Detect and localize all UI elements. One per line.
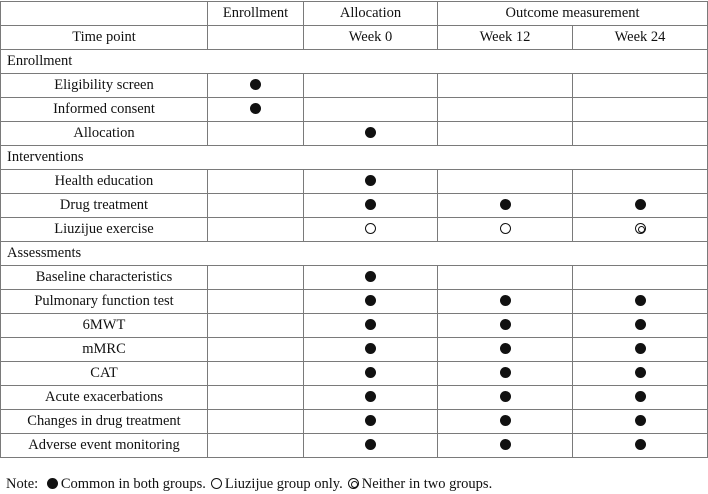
- schedule-cell: [208, 314, 304, 338]
- schedule-cell: [573, 266, 708, 290]
- schedule-cell: [208, 194, 304, 218]
- row-label: Health education: [1, 170, 208, 194]
- schedule-cell: [438, 290, 573, 314]
- schedule-cell: [208, 338, 304, 362]
- schedule-table: [0, 1, 708, 458]
- schedule-cell: [438, 434, 573, 458]
- schedule-cell: [304, 290, 438, 314]
- header-row-timepoints: [1, 26, 708, 50]
- filled-circle-icon: [635, 343, 646, 354]
- row-label: Eligibility screen: [1, 74, 208, 98]
- filled-circle-icon: [635, 391, 646, 402]
- row-label: Acute exacerbations: [1, 386, 208, 410]
- schedule-cell: [573, 194, 708, 218]
- section-header-row: [1, 146, 708, 170]
- filled-circle-icon: [365, 127, 376, 138]
- double-circle-icon: [635, 223, 646, 234]
- filled-circle-icon: [500, 415, 511, 426]
- note-prefix: Note:: [6, 476, 39, 492]
- schedule-cell: [573, 122, 708, 146]
- table-row: [1, 194, 708, 218]
- schedule-cell: [438, 410, 573, 434]
- schedule-cell: [438, 74, 573, 98]
- legend-text: Neither in two groups.: [361, 476, 493, 492]
- filled-circle-icon: [500, 367, 511, 378]
- table-row: [1, 98, 708, 122]
- schedule-cell: [208, 266, 304, 290]
- double-circle-icon: [348, 478, 359, 489]
- filled-circle-icon: [365, 319, 376, 330]
- schedule-cell: [573, 362, 708, 386]
- filled-circle-icon: [365, 439, 376, 450]
- filled-circle-icon: [365, 415, 376, 426]
- table-row: [1, 290, 708, 314]
- row-label: 6MWT: [1, 314, 208, 338]
- schedule-cell: [208, 98, 304, 122]
- schedule-cell: [573, 410, 708, 434]
- header-row-phases: [1, 2, 708, 26]
- schedule-cell: [438, 218, 573, 242]
- filled-circle-icon: [635, 199, 646, 210]
- schedule-cell: [438, 314, 573, 338]
- schedule-cell: [573, 338, 708, 362]
- header-week-0: Week 0: [304, 26, 438, 50]
- schedule-cell: [438, 170, 573, 194]
- header-outcome-measurement: Outcome measurement: [438, 2, 708, 26]
- open-circle-icon: [211, 478, 222, 489]
- row-label: mMRC: [1, 338, 208, 362]
- schedule-cell: [573, 74, 708, 98]
- row-label: Drug treatment: [1, 194, 208, 218]
- header-allocation: Allocation: [304, 2, 438, 26]
- filled-circle-icon: [635, 367, 646, 378]
- schedule-cell: [438, 386, 573, 410]
- table-row: [1, 362, 708, 386]
- filled-circle-icon: [635, 415, 646, 426]
- schedule-cell: [304, 98, 438, 122]
- legend-text: Liuzijue group only.: [224, 476, 343, 492]
- schedule-cell: [304, 218, 438, 242]
- legend-note: [6, 476, 492, 493]
- row-label: Changes in drug treatment: [1, 410, 208, 434]
- filled-circle-icon: [500, 319, 511, 330]
- row-label: Baseline characteristics: [1, 266, 208, 290]
- row-label: Pulmonary function test: [1, 290, 208, 314]
- table-row: [1, 122, 708, 146]
- section-title: Assessments: [1, 242, 708, 266]
- row-label: Informed consent: [1, 98, 208, 122]
- schedule-cell: [573, 386, 708, 410]
- table-row: [1, 218, 708, 242]
- schedule-cell: [208, 386, 304, 410]
- schedule-cell: [304, 314, 438, 338]
- schedule-cell: [304, 338, 438, 362]
- filled-circle-icon: [250, 79, 261, 90]
- table-row: [1, 386, 708, 410]
- section-header-row: [1, 50, 708, 74]
- table-row: [1, 410, 708, 434]
- row-label: CAT: [1, 362, 208, 386]
- schedule-cell: [573, 98, 708, 122]
- filled-circle-icon: [635, 319, 646, 330]
- schedule-cell: [208, 410, 304, 434]
- filled-circle-icon: [635, 439, 646, 450]
- schedule-cell: [208, 362, 304, 386]
- schedule-cell: [304, 386, 438, 410]
- schedule-cell: [304, 194, 438, 218]
- schedule-cell: [573, 218, 708, 242]
- header-enrollment: Enrollment: [208, 2, 304, 26]
- schedule-cell: [304, 362, 438, 386]
- schedule-cell: [208, 290, 304, 314]
- row-label: Liuzijue exercise: [1, 218, 208, 242]
- table-row: [1, 170, 708, 194]
- header-empty-cell: [1, 2, 208, 26]
- row-label: Allocation: [1, 122, 208, 146]
- schedule-cell: [304, 434, 438, 458]
- schedule-cell: [573, 290, 708, 314]
- schedule-cell: [573, 434, 708, 458]
- table-row: [1, 314, 708, 338]
- schedule-cell: [208, 434, 304, 458]
- table-row: [1, 74, 708, 98]
- schedule-cell: [304, 410, 438, 434]
- filled-circle-icon: [365, 391, 376, 402]
- filled-circle-icon: [365, 175, 376, 186]
- filled-circle-icon: [500, 343, 511, 354]
- header-timepoint-empty: [208, 26, 304, 50]
- header-week-12: Week 12: [438, 26, 573, 50]
- header-week-24: Week 24: [573, 26, 708, 50]
- filled-circle-icon: [365, 295, 376, 306]
- open-circle-icon: [365, 223, 376, 234]
- table-row: [1, 434, 708, 458]
- legend-text: Common in both groups.: [60, 476, 206, 492]
- schedule-cell: [573, 314, 708, 338]
- section-header-row: [1, 242, 708, 266]
- schedule-cell: [438, 266, 573, 290]
- schedule-cell: [438, 194, 573, 218]
- filled-circle-icon: [365, 271, 376, 282]
- filled-circle-icon: [500, 295, 511, 306]
- schedule-cell: [573, 170, 708, 194]
- filled-circle-icon: [500, 439, 511, 450]
- filled-circle-icon: [365, 367, 376, 378]
- filled-circle-icon: [47, 478, 58, 489]
- section-title: Interventions: [1, 146, 708, 170]
- table-row: [1, 338, 708, 362]
- open-circle-icon: [500, 223, 511, 234]
- filled-circle-icon: [250, 103, 261, 114]
- filled-circle-icon: [635, 295, 646, 306]
- filled-circle-icon: [365, 199, 376, 210]
- schedule-cell: [438, 98, 573, 122]
- table-row: [1, 266, 708, 290]
- schedule-cell: [304, 122, 438, 146]
- filled-circle-icon: [500, 391, 511, 402]
- schedule-cell: [208, 218, 304, 242]
- schedule-cell: [304, 266, 438, 290]
- schedule-cell: [438, 338, 573, 362]
- row-label: Adverse event monitoring: [1, 434, 208, 458]
- schedule-cell: [208, 170, 304, 194]
- schedule-cell: [208, 74, 304, 98]
- header-time-point: Time point: [1, 26, 208, 50]
- schedule-cell: [304, 170, 438, 194]
- schedule-cell: [208, 122, 304, 146]
- schedule-cell: [304, 74, 438, 98]
- section-title: Enrollment: [1, 50, 708, 74]
- filled-circle-icon: [365, 343, 376, 354]
- schedule-cell: [438, 362, 573, 386]
- filled-circle-icon: [500, 199, 511, 210]
- schedule-cell: [438, 122, 573, 146]
